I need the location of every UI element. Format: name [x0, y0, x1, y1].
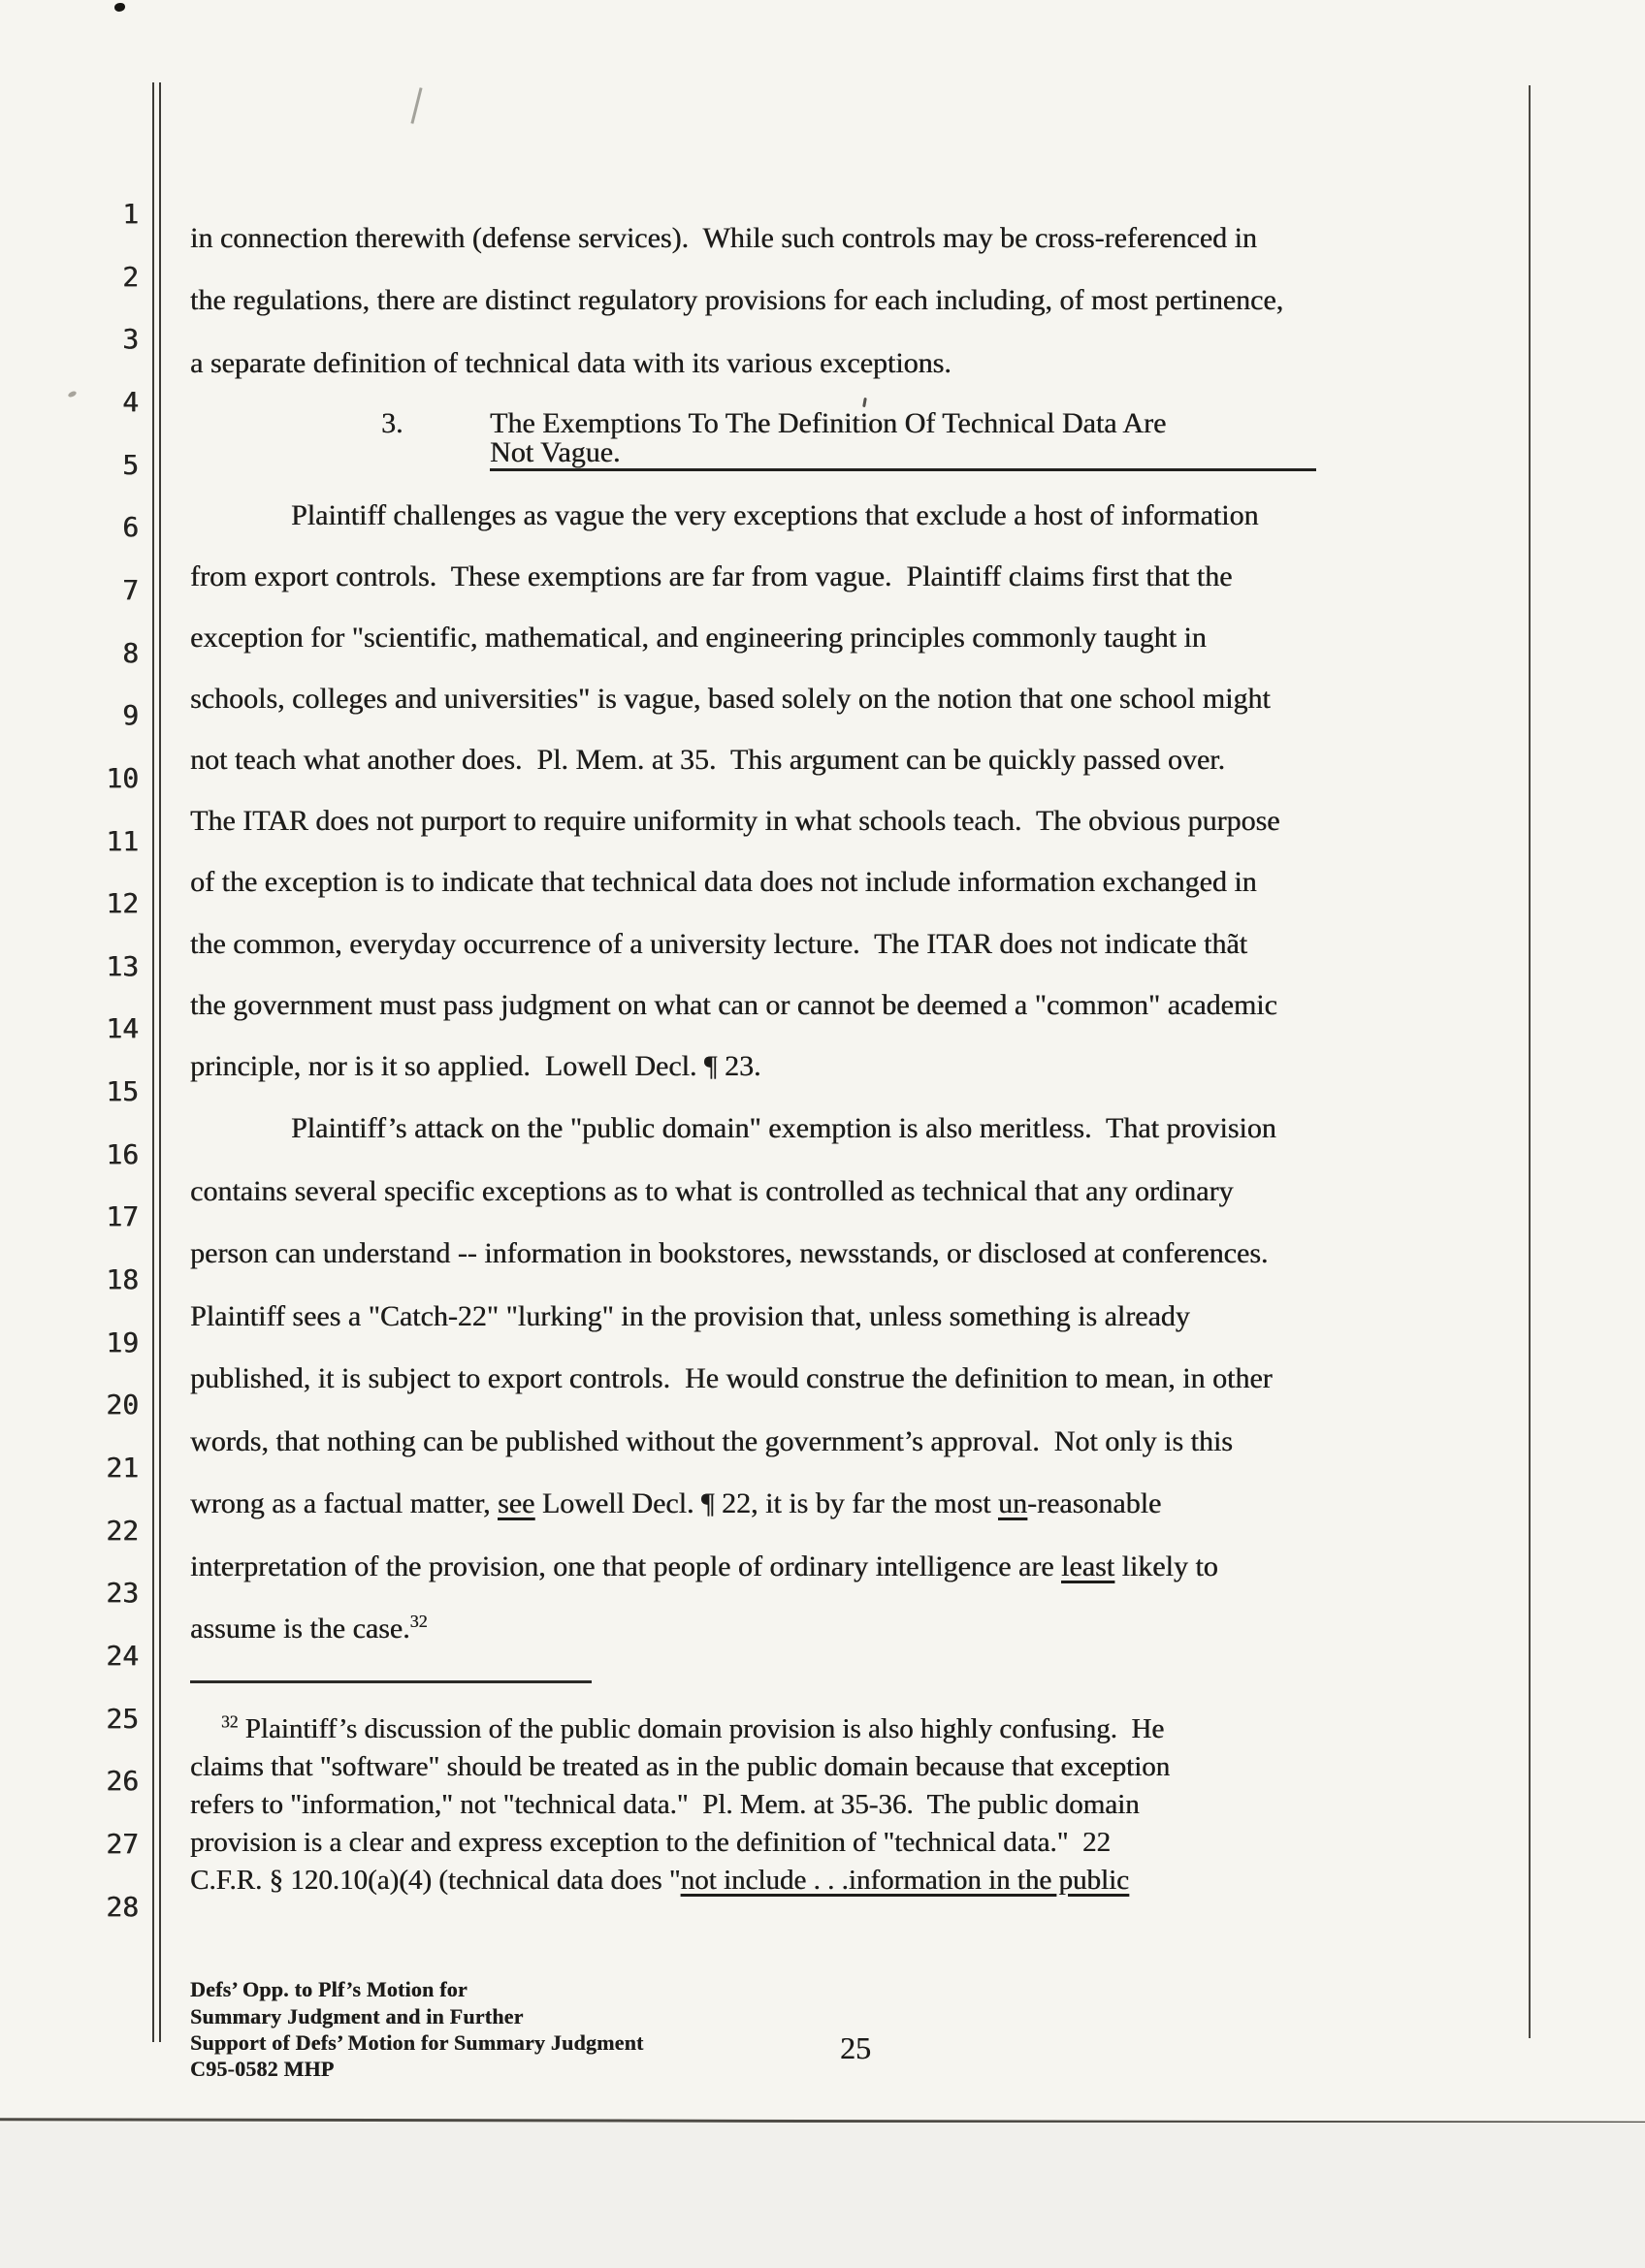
text-segment: Plaintiff challenges as vague the very exceptions that exclude a host of information — [291, 499, 1259, 531]
superscript-ref: 32 — [221, 1711, 239, 1732]
body-line — [190, 347, 952, 379]
text-segment: 9 — [122, 699, 139, 732]
text-segment: 5 — [122, 448, 139, 481]
pleading-rule-left-outer — [152, 82, 154, 2042]
text-segment: wrong as a factual matter, — [190, 1487, 498, 1519]
paragraph-line — [190, 1425, 1233, 1457]
paragraph-line — [190, 1175, 1233, 1207]
line-number — [57, 1514, 139, 1547]
text-segment: 20 — [106, 1389, 139, 1421]
paragraph-line — [190, 683, 1271, 715]
text-segment: the common, everyday occurrence of a university lecture. The ITAR does not indicate thãt — [190, 928, 1247, 960]
paragraph-line — [291, 499, 1258, 531]
body-line — [190, 222, 1257, 254]
line-number — [57, 1014, 139, 1044]
text-segment: interpretation of the provision, one that people of ordinary intelligence are — [190, 1550, 1062, 1582]
line-number — [57, 573, 139, 606]
body-line — [190, 284, 1283, 316]
text-segment: 10 — [106, 761, 139, 794]
paragraph-line — [190, 622, 1207, 654]
footnote-line — [190, 1828, 1111, 1859]
paragraph-line — [190, 866, 1257, 898]
text-segment: the government must pass judgment on what can or cannot be deemed a "common" academic — [190, 989, 1277, 1021]
text-segment: C95-0582 MHP — [190, 2057, 335, 2081]
text-segment: Plaintiff’s discussion of the public domain provision is also highly confusing. He — [238, 1713, 1165, 1744]
paragraph-line — [190, 1487, 1161, 1519]
text-segment: published, it is subject to export controls. He would construe the definition to mean, in other — [190, 1362, 1273, 1394]
scan-scratch — [410, 87, 422, 124]
text-segment: words, that nothing can be published without the government’s approval. Not only is this — [190, 1425, 1233, 1457]
paragraph-line — [190, 1613, 428, 1645]
text-segment: 24 — [106, 1639, 139, 1672]
text-segment: The ITAR does not purport to require uniformity in what schools teach. The obvious purpose — [190, 805, 1280, 837]
text-segment: The Exemptions To The Definition Of Technical Data Are — [490, 407, 1167, 439]
text-segment: 1 — [122, 198, 139, 230]
text-segment: C.F.R. § 120.10(a)(4) (technical data does " — [190, 1865, 681, 1896]
line-number — [57, 1890, 139, 1923]
line-number — [57, 1137, 139, 1170]
text-segment: Plaintiff sees a "Catch-22" "lurking" in the provision that, unless something is already — [190, 1300, 1190, 1332]
paragraph-line — [190, 805, 1280, 837]
line-number — [57, 1390, 139, 1421]
line-number — [57, 949, 139, 982]
line-number — [57, 1639, 139, 1672]
line-number — [57, 1767, 139, 1797]
text-segment: contains several specific exceptions as to what is controlled as technical that any ordinary — [190, 1175, 1234, 1207]
text-segment: 17 — [106, 1200, 139, 1233]
line-number — [57, 200, 139, 230]
scan-speck-top — [114, 3, 125, 12]
paragraph-line — [190, 1550, 1218, 1582]
text-segment: person can understand -- information in bookstores, newsstands, or disclosed at conferences. — [190, 1237, 1269, 1269]
text-segment: Summary Judgment and in Further — [190, 2004, 524, 2028]
underlined-text: un — [997, 1487, 1027, 1519]
text-segment: of the exception is to indicate that technical data does not include information exchanged in — [190, 866, 1257, 898]
footer-line — [190, 1978, 468, 2001]
footnote-line — [190, 1866, 1129, 1897]
text-segment: exception for "scientific, mathematical, and engineering principles commonly taught in — [190, 622, 1207, 654]
line-number — [57, 448, 139, 481]
line-number — [57, 513, 139, 543]
pleading-rule-left-inner — [159, 82, 161, 2042]
paragraph-line — [190, 560, 1232, 592]
text-segment: likely to — [1114, 1550, 1218, 1582]
text-segment: 11 — [106, 824, 139, 857]
line-number — [57, 824, 139, 857]
underlined-text: see — [498, 1487, 535, 1519]
text-segment: 15 — [106, 1075, 139, 1108]
scan-below-edge — [0, 2123, 1645, 2268]
text-segment: 19 — [106, 1326, 139, 1358]
text-segment: 25 — [106, 1702, 139, 1735]
text-segment: assume is the case. — [190, 1613, 410, 1645]
text-segment: 4 — [122, 385, 139, 418]
line-number — [57, 260, 139, 293]
text-segment: Support of Defs’ Motion for Summary Judgment — [190, 2030, 644, 2055]
line-number — [57, 636, 139, 669]
underlined-text: not include . . .information in the public — [680, 1865, 1129, 1896]
heading-number — [381, 407, 403, 439]
text-segment: 21 — [106, 1452, 139, 1484]
text-segment: the regulations, there are distinct regulatory provisions for each including, of most pertinence, — [190, 284, 1284, 316]
footnote-line — [190, 1790, 1140, 1821]
paragraph-line — [190, 1237, 1268, 1269]
text-segment: provision is a clear and express exception to the definition of "technical data." 22 — [190, 1827, 1111, 1858]
text-segment: 3 — [122, 323, 139, 356]
text-segment: Plaintiff’s attack on the "public domain" exemption is also meritless. That provision — [291, 1112, 1276, 1144]
text-segment: 22 — [106, 1514, 139, 1547]
text-segment: 28 — [106, 1890, 139, 1923]
text-segment: from export controls. These exemptions are far from vague. Plaintiff claims first that the — [190, 560, 1233, 592]
line-number — [57, 1579, 139, 1609]
text-segment: 14 — [106, 1012, 139, 1045]
line-number — [57, 889, 139, 919]
heading-title-line1 — [490, 407, 1166, 439]
line-number — [57, 701, 139, 731]
paragraph-line — [291, 1112, 1276, 1144]
text-segment: in connection therewith (defense services). While such controls may be cross-referenced in — [190, 222, 1257, 254]
text-segment: not teach what another does. Pl. Mem. at 35. This argument can be quickly passed over. — [190, 744, 1225, 776]
page-number: 25 — [840, 2030, 871, 2065]
line-number — [57, 1702, 139, 1735]
text-segment: 8 — [122, 636, 139, 669]
text-segment: 26 — [106, 1765, 139, 1798]
text-segment: 6 — [122, 511, 139, 544]
text-segment: 27 — [106, 1827, 139, 1860]
text-segment: principle, nor is it so applied. Lowell Decl. ¶ 23. — [190, 1050, 761, 1082]
underlined-text: least — [1061, 1550, 1115, 1582]
paragraph-line — [190, 928, 1247, 960]
footnote-line — [190, 1752, 1170, 1783]
scan-tick — [862, 398, 867, 407]
line-number — [57, 1265, 139, 1295]
footnote-separator — [190, 1680, 592, 1683]
line-number — [57, 1453, 139, 1484]
text-segment: a separate definition of technical data with its various exceptions. — [190, 347, 952, 379]
paragraph-line — [190, 1050, 760, 1082]
footer-line — [190, 2058, 334, 2081]
line-number — [57, 325, 139, 355]
paragraph-line — [190, 1300, 1190, 1332]
text-segment: -reasonable — [1026, 1487, 1162, 1519]
text-segment: Defs’ Opp. to Plf’s Motion for — [190, 1977, 468, 2001]
text-segment: 7 — [122, 573, 139, 606]
text-segment: schools, colleges and universities" is vague, based solely on the notion that one school might — [190, 683, 1271, 715]
superscript-ref: 32 — [409, 1612, 428, 1631]
text-segment: Not Vague. — [490, 436, 621, 468]
line-number — [57, 1202, 139, 1232]
heading-title-line2 — [490, 438, 1316, 471]
text-segment: claims that "software" should be treated as in the public domain because that exception — [190, 1751, 1171, 1782]
line-number — [57, 1077, 139, 1107]
footer-line — [190, 2005, 524, 2028]
footer-line — [190, 2031, 644, 2055]
footnote-line — [221, 1711, 1165, 1745]
text-segment: 23 — [106, 1577, 139, 1610]
text-segment: 18 — [106, 1263, 139, 1296]
text-segment: 3. — [381, 407, 403, 439]
paragraph-line — [190, 989, 1277, 1021]
line-number — [57, 1827, 139, 1860]
line-number — [57, 1328, 139, 1358]
text-segment: refers to "information," not "technical data." Pl. Mem. at 35-36. The public domain — [190, 1789, 1140, 1820]
paragraph-line — [190, 744, 1225, 776]
text-segment: 12 — [106, 887, 139, 920]
paragraph-line — [190, 1362, 1273, 1394]
text-segment: 16 — [106, 1137, 139, 1170]
text-segment: 13 — [106, 949, 139, 982]
text-segment: Lowell Decl. ¶ 22, it is by far the most — [534, 1487, 998, 1519]
pleading-rule-right — [1529, 85, 1531, 2038]
text-segment: 2 — [122, 260, 139, 293]
line-number — [57, 761, 139, 794]
